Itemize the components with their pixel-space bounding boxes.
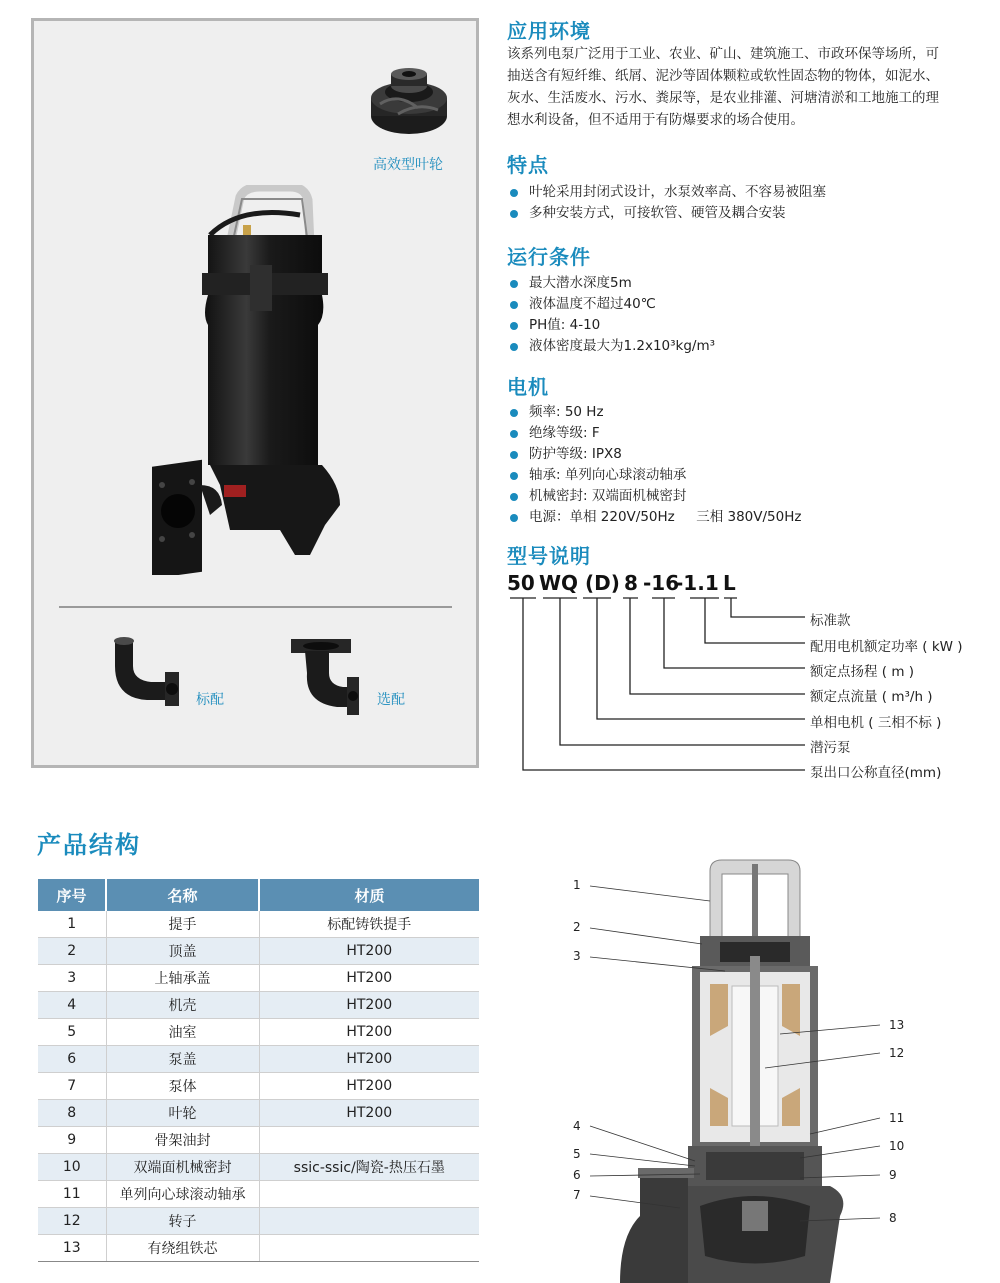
table-cell: HT200 <box>259 1046 479 1073</box>
model-desc: 标准款 <box>810 613 851 629</box>
diagram-label: 9 <box>889 1168 897 1182</box>
table-row <box>38 938 479 965</box>
table-header-row <box>38 879 479 911</box>
table-row <box>38 1019 479 1046</box>
features-list <box>507 182 826 224</box>
feature-item: 多种安装方式，可接软管、硬管及耦合安装 <box>507 203 826 224</box>
model-title: 型号说明 <box>507 544 591 568</box>
table-cell: 单列向心球滚动轴承 <box>106 1181 259 1208</box>
application-line: 该系列电泵广泛用于工业、农业、矿山、建筑施工、市政环保等场所，可 <box>507 46 939 62</box>
table-cell: HT200 <box>259 1019 479 1046</box>
table-cell: 转子 <box>106 1208 259 1235</box>
table-row <box>38 1208 479 1235</box>
operating-item: 最大潜水深度5m <box>507 273 715 294</box>
motor-item: 轴承: 单列向心球滚动轴承 <box>507 465 801 486</box>
diagram-label: 4 <box>573 1119 581 1133</box>
table-row <box>38 1073 479 1100</box>
diagram-label: 11 <box>889 1111 905 1125</box>
optional-caption: 选配 <box>377 692 405 708</box>
table-cell: 双端面机械密封 <box>106 1154 259 1181</box>
operating-item: 液体温度不超过40℃ <box>507 294 715 315</box>
table-row <box>38 1127 479 1154</box>
motor-item: 防护等级: IPX8 <box>507 444 801 465</box>
table-cell <box>259 1208 479 1235</box>
table-row <box>38 992 479 1019</box>
table-cell: 1 <box>38 911 106 938</box>
table-cell: 6 <box>38 1046 106 1073</box>
motor-item: 频率: 50 Hz <box>507 402 801 423</box>
standard-caption: 标配 <box>196 692 224 708</box>
diagram-label: 6 <box>573 1168 581 1182</box>
model-desc: 额定点扬程 ( m ) <box>810 664 915 680</box>
table-cell: HT200 <box>259 992 479 1019</box>
operating-title: 运行条件 <box>507 245 591 269</box>
model-part: -16 <box>643 571 680 595</box>
table-cell: 机壳 <box>106 992 259 1019</box>
model-desc: 潜污泵 <box>810 740 851 756</box>
table-cell: 4 <box>38 992 106 1019</box>
features-title: 特点 <box>507 153 549 177</box>
diagram-label: 5 <box>573 1147 581 1161</box>
model-part: 8 <box>624 571 638 595</box>
table-row <box>38 1181 479 1208</box>
table-cell: ssic-ssic/陶瓷-热压石墨 <box>259 1154 479 1181</box>
application-title: 应用环境 <box>507 19 591 43</box>
model-part: WQ <box>539 571 579 595</box>
table-cell: 顶盖 <box>106 938 259 965</box>
table-cell: HT200 <box>259 965 479 992</box>
table-cell: 泵体 <box>106 1073 259 1100</box>
panel-divider <box>59 606 452 608</box>
model-desc: 泵出口公称直径(mm) <box>810 765 942 781</box>
table-cell: HT200 <box>259 1100 479 1127</box>
table-cell: 骨架油封 <box>106 1127 259 1154</box>
application-line: 想水利设备，但不适用于有防爆要求的场合使用。 <box>507 112 804 128</box>
table-cell: 油室 <box>106 1019 259 1046</box>
operating-item: 液体密度最大为1.2x10³kg/m³ <box>507 336 715 357</box>
table-cell <box>259 1235 479 1262</box>
table-cell: HT200 <box>259 938 479 965</box>
table-cell: 标配铸铁提手 <box>259 911 479 938</box>
table-cell <box>259 1127 479 1154</box>
motor-item: 机械密封: 双端面机械密封 <box>507 486 801 507</box>
model-bracket-lines <box>510 596 810 776</box>
application-text <box>507 43 995 131</box>
diagram-label: 10 <box>889 1139 905 1153</box>
model-part: (D) <box>585 571 620 595</box>
table-cell: 11 <box>38 1181 106 1208</box>
diagram-label: 1 <box>573 878 581 892</box>
model-part: L <box>723 571 736 595</box>
structure-table <box>38 879 479 1262</box>
model-desc: 额定点流量 ( m³/h ) <box>810 689 933 705</box>
diagram-label: 8 <box>889 1211 897 1225</box>
diagram-label: 3 <box>573 949 581 963</box>
table-row <box>38 965 479 992</box>
model-part: 50 <box>507 571 535 595</box>
table-cell: 3 <box>38 965 106 992</box>
table-row <box>38 1100 479 1127</box>
table-cell: 2 <box>38 938 106 965</box>
table-cell: 10 <box>38 1154 106 1181</box>
table-row <box>38 1046 479 1073</box>
table-cell: 提手 <box>106 911 259 938</box>
table-cell: 有绕组铁芯 <box>106 1235 259 1262</box>
table-cell: 13 <box>38 1235 106 1262</box>
table-cell: 泵盖 <box>106 1046 259 1073</box>
table-cell: 12 <box>38 1208 106 1235</box>
table-row <box>38 1235 479 1262</box>
column-header: 序号 <box>38 879 106 911</box>
application-line: 抽送含有短纤维、纸屑、泥沙等固体颗粒或软性固态物的物体，如泥水、 <box>507 68 939 84</box>
table-cell: 9 <box>38 1127 106 1154</box>
impeller-caption: 高效型叶轮 <box>373 157 443 173</box>
motor-title: 电机 <box>507 375 549 399</box>
motor-list <box>507 402 801 528</box>
model-desc: 配用电机额定功率 ( kW ) <box>810 639 963 655</box>
table-cell <box>259 1181 479 1208</box>
diagram-label: 13 <box>889 1018 905 1032</box>
column-header: 材质 <box>259 879 479 911</box>
model-desc: 单相电机 ( 三相不标 ) <box>810 715 942 731</box>
diagram-label: 2 <box>573 920 581 934</box>
table-cell: 上轴承盖 <box>106 965 259 992</box>
feature-item: 叶轮采用封闭式设计，水泵效率高、不容易被阻塞 <box>507 182 826 203</box>
motor-item: 电源：单相 220V/50Hz 三相 380V/50Hz <box>507 507 801 528</box>
table-row <box>38 911 479 938</box>
table-cell: 7 <box>38 1073 106 1100</box>
structure-title: 产品结构 <box>37 831 141 859</box>
optional-elbow-image <box>289 637 361 719</box>
pump-image <box>150 185 350 575</box>
model-part: -1.1 <box>675 571 719 595</box>
diagram-label: 12 <box>889 1046 905 1060</box>
impeller-image <box>368 62 450 140</box>
table-cell: 8 <box>38 1100 106 1127</box>
diagram-label: 7 <box>573 1188 581 1202</box>
column-header: 名称 <box>106 879 259 911</box>
operating-item: PH值: 4-10 <box>507 315 715 336</box>
table-cell: HT200 <box>259 1073 479 1100</box>
motor-item: 绝缘等级: F <box>507 423 801 444</box>
table-row <box>38 1154 479 1181</box>
pump-cross-section-diagram <box>560 856 980 1283</box>
operating-list <box>507 273 715 357</box>
table-cell: 5 <box>38 1019 106 1046</box>
application-line: 灰水、生活废水、污水、粪尿等，是农业排灌、河塘清淤和工地施工的理 <box>507 90 939 106</box>
standard-elbow-image <box>107 636 181 708</box>
table-cell: 叶轮 <box>106 1100 259 1127</box>
